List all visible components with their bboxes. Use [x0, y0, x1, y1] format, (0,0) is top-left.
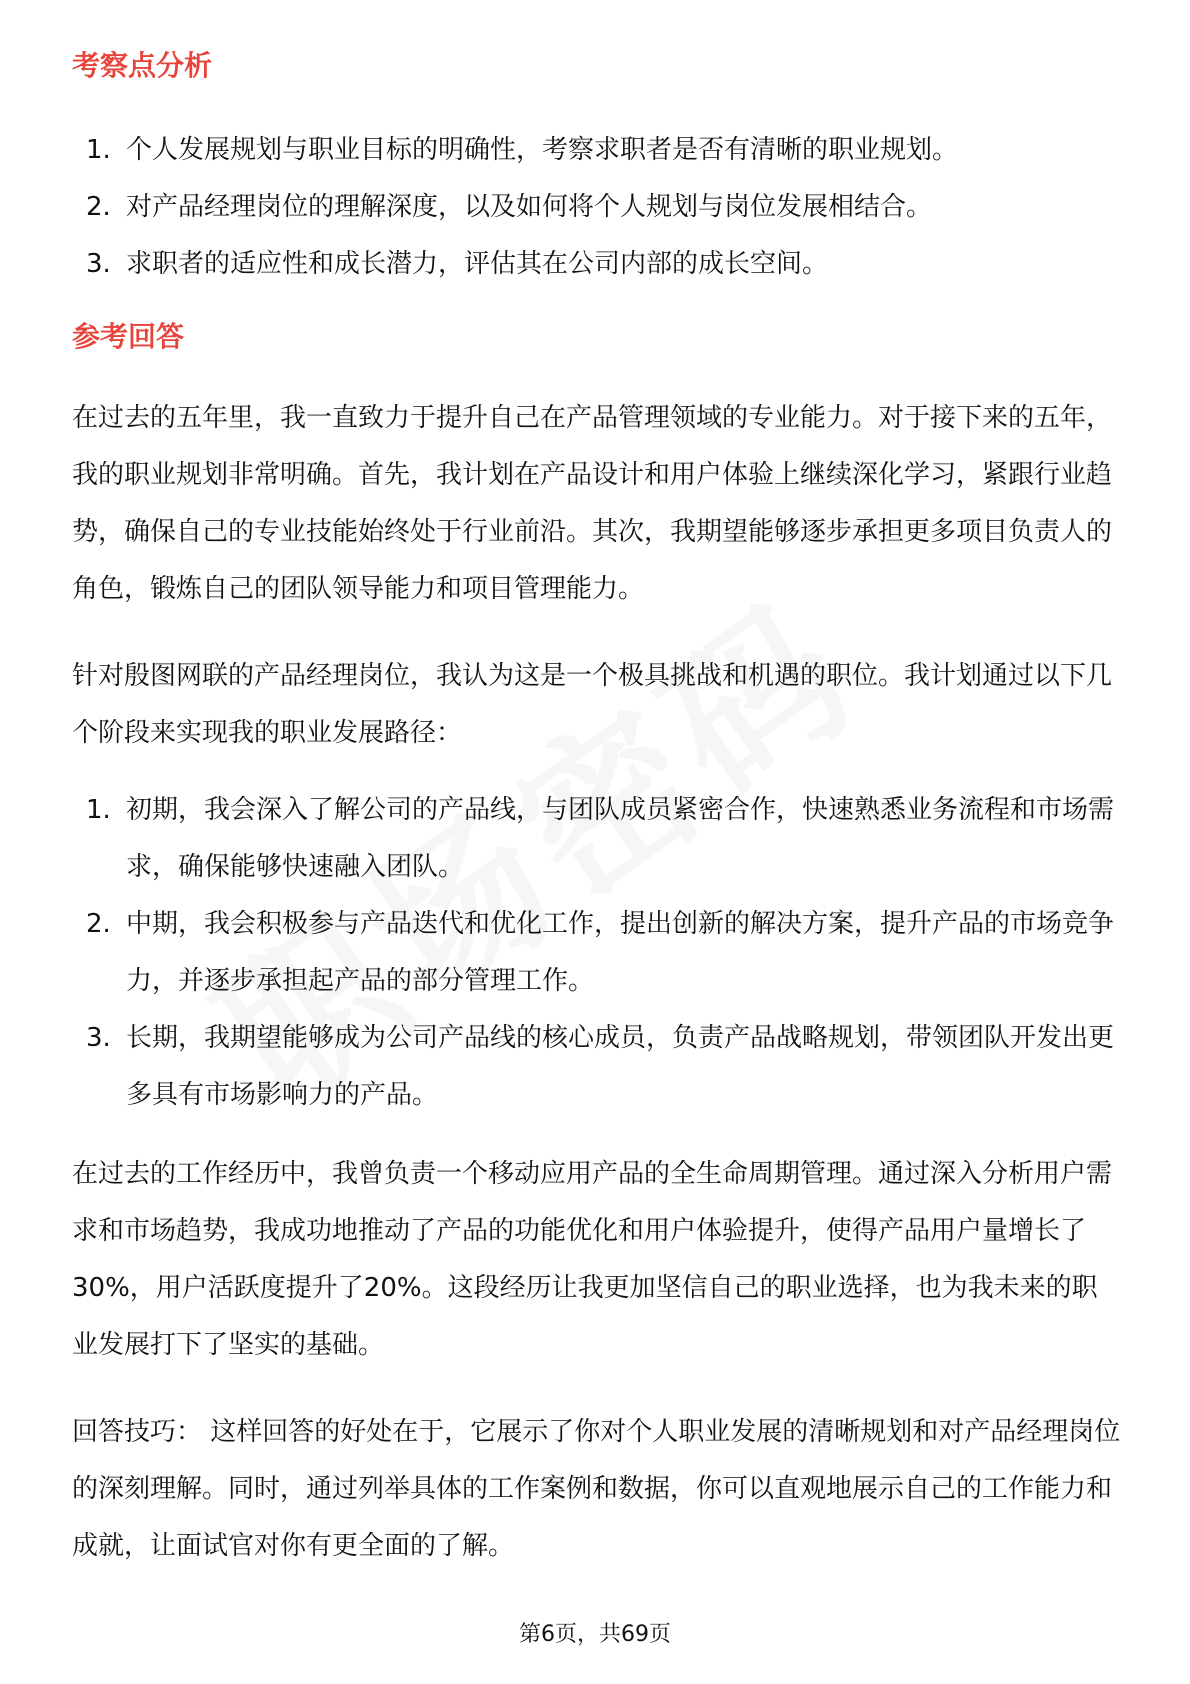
answer-paragraph-3: 在过去的工作经历中，我曾负责一个移动应用产品的全生命周期管理。通过深入分析用户需求和市场趋势，我成功地推动了产品的功能优化和用户体验提升，使得产品用户量增长了30%，用户活跃度提升了20%。这段经历让我更加坚信自己的职业选择，也为我未来的职业发展打下了坚实的基础。 [72, 1159, 1113, 1360]
analysis-list [72, 122, 1122, 293]
list-number: 3. [86, 249, 111, 279]
list-number: 1. [86, 135, 111, 165]
list-text: 长期，我期望能够成为公司产品线的核心成员，负责产品战略规划，带领团队开发出更多具有市场影响力的产品。 [126, 1023, 1115, 1110]
career-stage-list [72, 782, 1122, 1124]
section-title-analysis: 考察点分析 [72, 49, 213, 82]
list-item [72, 179, 1122, 236]
list-item [72, 236, 1122, 293]
page-content [72, 46, 1122, 1575]
list-text: 对产品经理岗位的理解深度，以及如何将个人规划与岗位发展相结合。 [126, 192, 933, 222]
list-number: 2. [86, 192, 111, 222]
answer-paragraph-1: 在过去的五年里，我一直致力于提升自己在产品管理领域的专业能力。对于接下来的五年，我的职业规划非常明确。首先，我计划在产品设计和用户体验上继续深化学习，紧跟行业趋势，确保自己的专业技能始终处于行业前沿。其次，我期望能够逐步承担更多项目负责人的角色，锻炼自己的团队领导能力和项目管理能力。 [72, 403, 1113, 604]
list-text: 求职者的适应性和成长潜力，评估其在公司内部的成长空间。 [126, 249, 829, 279]
list-number: 1. [86, 795, 111, 825]
list-text: 初期，我会深入了解公司的产品线，与团队成员紧密合作，快速熟悉业务流程和市场需求，确保能够快速融入团队。 [126, 795, 1115, 882]
section-title-reference-answer: 参考回答 [72, 320, 185, 353]
list-item [72, 782, 1122, 896]
list-item [72, 1010, 1122, 1124]
list-item [72, 896, 1122, 1010]
page-number-footer: 第6页，共69页 [519, 1622, 671, 1647]
list-text: 个人发展规划与职业目标的明确性，考察求职者是否有清晰的职业规划。 [126, 135, 959, 165]
answer-tips-paragraph: 回答技巧： 这样回答的好处在于，它展示了你对个人职业发展的清晰规划和对产品经理岗位的深刻理解。同时，通过列举具体的工作案例和数据，你可以直观地展示自己的工作能力和成就，让面试官对你有更全面的了解。 [72, 1417, 1121, 1561]
answer-paragraph-2: 针对殷图网联的产品经理岗位，我认为这是一个极具挑战和机遇的职位。我计划通过以下几个阶段来实现我的职业发展路径： [72, 661, 1113, 748]
list-number: 3. [86, 1023, 111, 1053]
list-text: 中期，我会积极参与产品迭代和优化工作，提出创新的解决方案，提升产品的市场竞争力，并逐步承担起产品的部分管理工作。 [126, 909, 1115, 996]
list-item [72, 122, 1122, 179]
list-number: 2. [86, 909, 111, 939]
